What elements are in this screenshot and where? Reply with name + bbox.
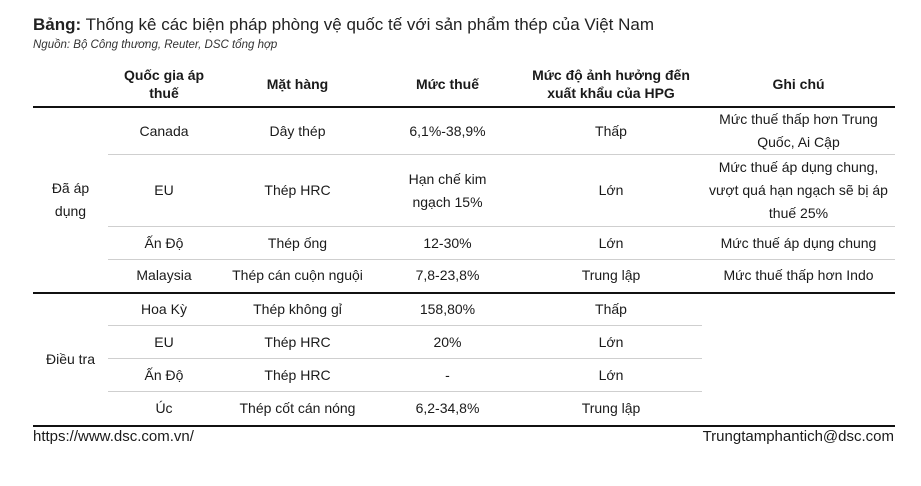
table-row [33, 227, 895, 260]
footer-website[interactable]: https://www.dsc.com.vn/ [33, 428, 194, 445]
cell-impact: Lớn [520, 326, 702, 359]
cell-impact: Thấp [520, 107, 702, 155]
cell-impact: Lớn [520, 227, 702, 260]
group-label-investigation: Điều tra [33, 293, 108, 426]
cell-country: EU [108, 155, 220, 227]
cell-country: Canada [108, 107, 220, 155]
title-text: Thống kê các biện pháp phòng vệ quốc tế với sản phẩm thép của Việt Nam [81, 15, 655, 34]
cell-product: Thép HRC [220, 326, 375, 359]
cell-note: Mức thuế áp dụng chung [702, 227, 895, 260]
cell-note-empty [702, 293, 895, 426]
cell-impact: Thấp [520, 293, 702, 326]
cell-country: Ấn Độ [108, 227, 220, 260]
cell-tariff: 20% [375, 326, 520, 359]
cell-tariff: - [375, 359, 520, 392]
table-row [33, 155, 895, 227]
cell-product: Thép cán cuộn nguội [220, 260, 375, 293]
source-note: Nguồn: Bộ Công thương, Reuter, DSC tổng hợp [33, 39, 278, 51]
header-group [33, 62, 108, 107]
cell-impact: Trung lập [520, 392, 702, 426]
title-prefix: Bảng: [33, 15, 82, 34]
cell-tariff: 12-30% [375, 227, 520, 260]
cell-country: Ấn Độ [108, 359, 220, 392]
table-title [33, 15, 654, 35]
cell-product: Dây thép [220, 107, 375, 155]
cell-country: Hoa Kỳ [108, 293, 220, 326]
cell-impact: Trung lập [520, 260, 702, 293]
cell-product: Thép không gỉ [220, 293, 375, 326]
cell-note: Mức thuế thấp hơn Indo [702, 260, 895, 293]
cell-note: Mức thuế thấp hơn Trung Quốc, Ai Cập [702, 107, 895, 155]
cell-tariff: 6,2-34,8% [375, 392, 520, 426]
cell-country: Malaysia [108, 260, 220, 293]
table-header-row [33, 62, 895, 107]
cell-country: Úc [108, 392, 220, 426]
cell-product: Thép HRC [220, 359, 375, 392]
header-product: Mặt hàng [220, 62, 375, 107]
cell-impact: Lớn [520, 155, 702, 227]
cell-country: EU [108, 326, 220, 359]
cell-tariff: 158,80% [375, 293, 520, 326]
cell-tariff: Hạn chế kim ngạch 15% [375, 155, 520, 227]
cell-product: Thép cốt cán nóng [220, 392, 375, 426]
tariff-table [33, 62, 895, 427]
header-tariff: Mức thuế [375, 62, 520, 107]
cell-tariff: 6,1%-38,9% [375, 107, 520, 155]
footer-email[interactable]: Trungtamphantich@dsc.com [702, 428, 894, 445]
table-row [33, 260, 895, 293]
group-label-applied: Đã áp dụng [33, 107, 108, 293]
table-row [33, 107, 895, 155]
cell-product: Thép ống [220, 227, 375, 260]
cell-note: Mức thuế áp dụng chung, vượt quá hạn ngạch sẽ bị áp thuế 25% [702, 155, 895, 227]
cell-tariff: 7,8-23,8% [375, 260, 520, 293]
header-country: Quốc gia áp thuế [108, 62, 220, 107]
table-row [33, 293, 895, 326]
cell-impact: Lớn [520, 359, 702, 392]
header-note: Ghi chú [702, 62, 895, 107]
header-impact: Mức độ ảnh hưởng đến xuất khẩu của HPG [520, 62, 702, 107]
cell-product: Thép HRC [220, 155, 375, 227]
